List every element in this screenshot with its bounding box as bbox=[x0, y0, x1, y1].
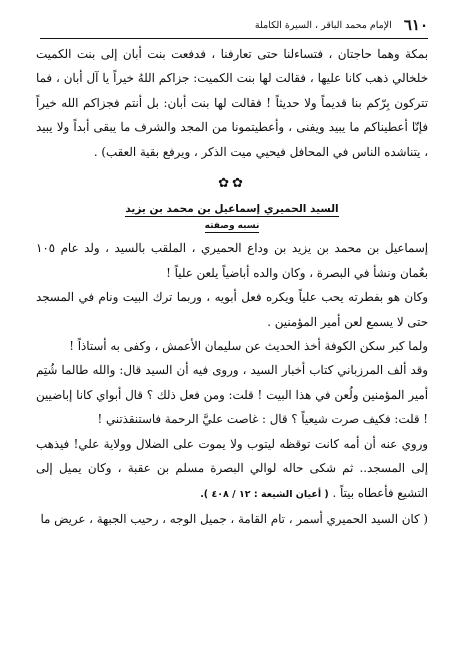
running-title: الإمام محمد الباقر ، السيرة الكاملة bbox=[254, 19, 392, 31]
section-title bbox=[36, 202, 428, 217]
body-text bbox=[36, 42, 428, 531]
page-header bbox=[40, 14, 428, 36]
section-subtitle-text: نسبه وصفته bbox=[204, 221, 260, 232]
paragraph: إسماعيل بن محمد بن يزيد بن وداع الحميري ، الملقب بالسيد ، ولد عام ١٠٥ بعُمان ونشأ في البصرة ، وكان والده أباضياً يلعن علياً ! bbox=[36, 241, 428, 280]
paragraph: ( كان السيد الحميري أسمر ، تام القامة ، جميل الوجه ، رحيب الجبهة ، عريض ما bbox=[40, 511, 428, 526]
citation: ( أعيان الشيعة : ١٢ / ٤٠٨ ). bbox=[200, 488, 329, 500]
paragraph: ولما كبر سكن الكوفة أخذ الحديث عن سليمان الأعمش ، وكفى به أستاذاً ! bbox=[69, 339, 428, 354]
paragraph-text: وروي عنه أن أمه كانت توقظه ليتوب ولا يموت على الضلال وولاية علي! فيذهب إلى المسجد.. ثم شكى حاله لوالي البصرة مسلم بن عقبة ، وكان يميل إلى التشيع فأعطاه بيتاً . bbox=[36, 436, 428, 500]
paragraph: وقد ألف المرزباني كتاب أخبار السيد ، وروى فيه أن السيد قال: والله طالما شُتِم أمير المؤمنين ولُعن في هذا البيت ! قلت: ومن فعل ذلك ؟ قال أبواي كانا إباضيين ! قلت: فكيف صرت شيعياً ؟ قال : غاصت عليَّ الرحمة فاستنقذتني ! bbox=[36, 363, 428, 427]
section-title-text: السيد الحميري إسماعيل بن محمد بن يزيد bbox=[125, 203, 339, 216]
section-subtitle bbox=[36, 219, 428, 234]
paragraph: وكان هو بفطرته يحب علياً ويكره فعل أبويه ، وربما ترك البيت ونام في المسجد حتى لا يسمع لعن أمير المؤمنين . bbox=[36, 290, 428, 329]
header-rule bbox=[40, 38, 428, 39]
ornament-divider: ✿✿ bbox=[218, 176, 246, 192]
page-number: ٦١٠ bbox=[403, 16, 428, 34]
paragraph bbox=[36, 432, 428, 507]
paragraph: بمكة وهما حاجتان ، فتساءلنا حتى تعارفنا ، فدفعت بنت أبان إلى بنت الكميت خلخالي ذهب كانا عليها ، فقالت لها بنت الكميت: جزاكم اللهُ خيراً يا آل أبان ، فما تتركون بِرّكم بنا قديماً ولا حديثاً ! فقالت لها بنت أبان: بل أنتم فجزاكم الله خيراً فإنّا أعطيناكم ما يبيد ويفنى ، وأعطيتمونا من المجد والشرف ما يبقى أبداً ولا يبيد ، يتناشده الناس في المحافل فيحيي ميت الذكر ، ويرفع بقية العقب) . bbox=[36, 47, 428, 159]
